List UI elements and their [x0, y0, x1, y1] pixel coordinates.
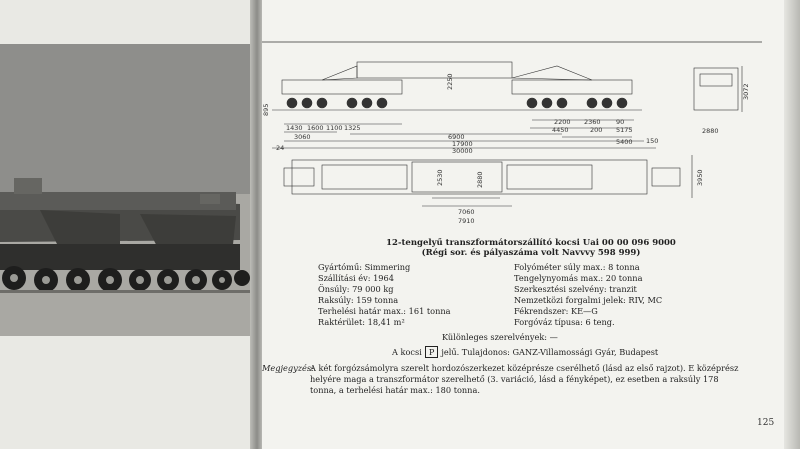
page-edge — [784, 0, 800, 449]
dim-2250: 2250 — [446, 73, 454, 90]
spec-item: Gyártómű: Simmering — [318, 262, 411, 272]
dim-90: 90 — [616, 118, 625, 126]
technical-drawing — [262, 0, 800, 240]
dim-3060: 3060 — [294, 133, 311, 141]
dim-1325: 1325 — [344, 124, 361, 132]
spec-item: Önsúly: 79 000 kg — [318, 283, 394, 294]
wagon-subtitle: (Régi sor. és pályaszáma volt Navvvy 598 999) — [421, 248, 641, 258]
spec-item: Terhelési határ max.: 161 tonna — [318, 305, 451, 316]
wagon-title: 12-tengelyű transzformátorszállító kocsi Uai 00 00 096 9000 — [386, 238, 676, 248]
dim-4450: 4450 — [552, 126, 569, 134]
right-page — [262, 0, 800, 449]
spec-item: Szerkesztési szelvény: tranzit — [514, 283, 637, 294]
spec-item: Fékrendszer: KE—G — [514, 305, 598, 316]
dim-2360: 2360 — [584, 118, 601, 126]
note — [262, 363, 740, 395]
spec-column-right — [514, 262, 662, 327]
spec-column-left — [318, 262, 451, 327]
dim-3950: 3950 — [696, 169, 704, 186]
spec-item: Raktérület: 18,41 m² — [318, 316, 405, 327]
dim-1430: 1430 — [286, 124, 303, 132]
dim-3072: 3072 — [742, 83, 750, 100]
dim-1100: 1100 — [326, 124, 343, 132]
dim-2880-plan: 2880 — [476, 171, 484, 188]
note-text: A két forgózsámolyra szerelt hordozószerkezet középrésze cserélhető (lásd az első rajzot). E középrész helyére maga a transzformátor szerelhető (3. variáció, lásd a fényképet), ez esetben a raksúly 178 tonna, a terhelési határ max.: 180 tonna. — [310, 363, 739, 395]
owner-line — [392, 346, 658, 358]
owner-prefix: A kocsi — [392, 347, 422, 357]
dim-2880: 2880 — [702, 127, 719, 135]
spec-item: Folyóméter súly max.: 8 tonna — [514, 262, 640, 272]
dim-24: 24 — [276, 144, 285, 152]
dim-17900: 17900 — [452, 140, 473, 148]
dim-2200: 2200 — [554, 118, 571, 126]
spec-item: Tengelynyomás max.: 20 tonna — [514, 272, 643, 283]
wagon-photo-image — [0, 44, 252, 336]
dim-7910: 7910 — [458, 217, 475, 225]
dim-6900: 6900 — [448, 133, 465, 141]
dim-150: 150 — [646, 137, 659, 145]
spec-item: Forgóváz típusa: 6 teng. — [514, 316, 615, 327]
dim-2530: 2530 — [436, 169, 444, 186]
note-label: Megjegyzés: — [262, 363, 314, 373]
dim-895: 895 — [262, 103, 270, 116]
left-page — [0, 0, 258, 449]
wagon-photo — [0, 44, 252, 336]
page-number: 125 — [757, 418, 775, 428]
dim-1600: 1600 — [307, 124, 324, 132]
dim-7060: 7060 — [458, 208, 475, 216]
spec-item: Nemzetközi forgalmi jelek: RIV, MC — [514, 294, 663, 305]
owner-mark: P — [425, 346, 439, 358]
dim-5175: 5175 — [616, 126, 633, 134]
dim-5400: 5400 — [616, 138, 633, 146]
spec-item: Raksúly: 159 tonna — [318, 294, 399, 305]
dim-30000: 30000 — [452, 147, 473, 155]
spec-item: Szállítási év: 1964 — [318, 272, 394, 283]
dim-200: 200 — [590, 126, 603, 134]
owner-text: jelű. Tulajdonos: GANZ-Villamossági Gyár, Budapest — [441, 347, 659, 357]
special-equipment: Különleges szerelvények: — — [442, 332, 558, 342]
